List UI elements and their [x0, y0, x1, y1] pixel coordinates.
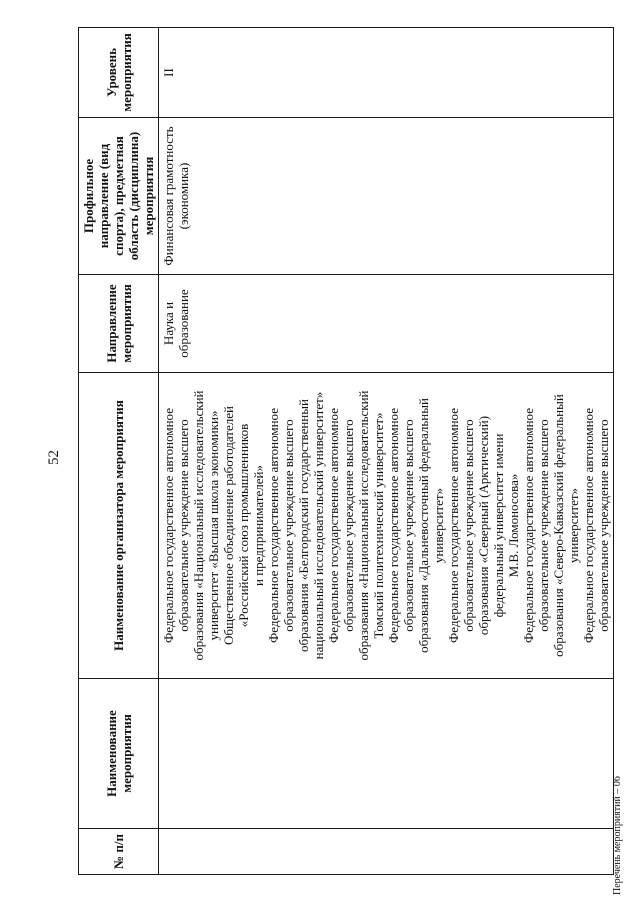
organizer-line: образовательное учреждение высшего	[536, 419, 551, 632]
organizer-line: Федеральное государственное автономное	[161, 408, 176, 643]
organizer-line: Федеральное государственное автономное	[326, 408, 341, 643]
organizer-line: образовательное учреждение высшего	[461, 419, 476, 632]
cell-direction: Наука и образование	[159, 275, 614, 373]
organizer-line: Федеральное государственное автономное	[386, 408, 401, 643]
organizer-line: Общественное объединение работодателей	[221, 406, 236, 645]
table-row	[159, 28, 614, 875]
organizer-line: образования «Национальный исследовательский	[191, 390, 206, 661]
organizer-line: «Российский союз промышленников	[236, 423, 251, 628]
organizer-line: образования «Национальный исследовательский	[356, 390, 371, 661]
header-number: № п/п	[79, 829, 159, 875]
organizer-line: и предпринимателей»	[251, 465, 266, 586]
cell-organizer	[159, 373, 614, 679]
organizer-line: национальный исследовательский университет»	[311, 391, 326, 660]
header-event-name: Наименование мероприятия	[79, 679, 159, 829]
organizer-line: образования «Белгородский государственный	[296, 399, 311, 652]
organizer-line: Федеральное государственное автономное	[446, 408, 461, 643]
organizer-line: образовательное учреждение высшего	[341, 419, 356, 632]
cell-level: II	[159, 28, 614, 118]
table-header-row	[79, 28, 159, 875]
events-table	[78, 27, 614, 875]
footer-note: Перечень мероприятий – 06	[612, 776, 623, 895]
cell-number	[159, 829, 614, 875]
organizer-line: образовательное учреждение высшего	[176, 419, 191, 632]
header-organizer: Наименование организатора мероприятия	[79, 373, 159, 679]
organizer-lines	[161, 376, 611, 675]
header-profile: Профильное направление (вид спорта), предметная область (дисциплина) мероприятия	[79, 118, 159, 275]
organizer-line: Федеральное государственное автономное	[581, 408, 596, 643]
cell-profile: Финансовая грамотность (экономика)	[159, 118, 614, 275]
organizer-line: образования «Северный (Арктический)	[476, 415, 491, 636]
organizer-line: университет «Высшая школа экономики»	[206, 410, 221, 641]
page-number: 52	[46, 450, 62, 465]
organizer-line: Федеральное государственное автономное	[266, 408, 281, 643]
cell-event-name	[159, 679, 614, 829]
organizer-line: образовательное учреждение высшего	[596, 419, 611, 632]
organizer-line: Томский политехнический университет»	[371, 412, 386, 639]
organizer-line: университет»	[431, 487, 446, 564]
organizer-line: университет»	[566, 487, 581, 564]
organizer-line: Федеральное государственное автономное	[521, 408, 536, 643]
organizer-line: образования «Дальневосточный федеральный	[416, 398, 431, 653]
header-direction: Направление мероприятия	[79, 275, 159, 373]
organizer-line: образовательное учреждение высшего	[401, 419, 416, 632]
organizer-line: федеральный университет имени	[491, 433, 506, 618]
header-level: Уровень мероприятия	[79, 28, 159, 118]
organizer-line: образования «Северо-Кавказский федеральный	[551, 394, 566, 657]
organizer-line: образовательное учреждение высшего	[281, 419, 296, 632]
organizer-line: М.В. Ломоносова»	[506, 473, 521, 578]
